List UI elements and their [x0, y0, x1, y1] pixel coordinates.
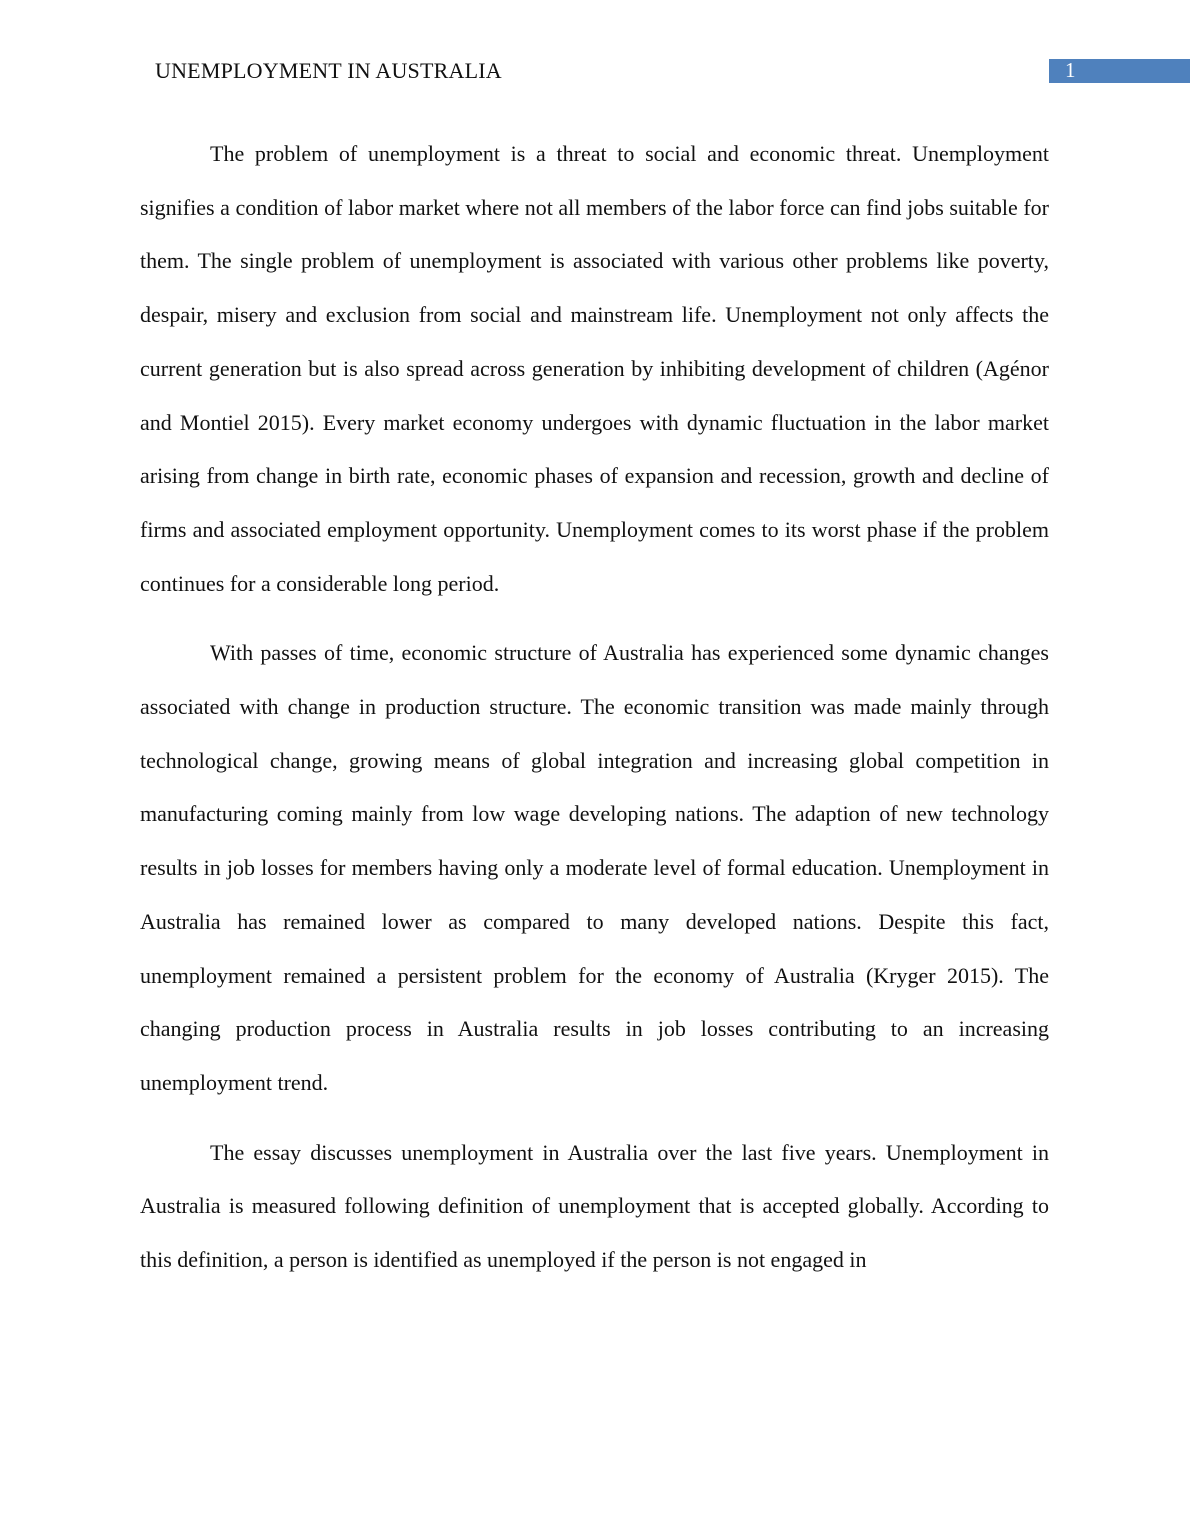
page-number-badge: [1049, 59, 1190, 83]
document-body: [140, 127, 1049, 1303]
page-number: 1: [1065, 58, 1076, 82]
paragraph-1: The problem of unemployment is a threat to social and economic threat. Unemployment signifies a condition of labor market where not all members of the labor force can find jobs suitable for them. The single problem of unemployment is associated with various other problems like poverty, despair, misery and exclusion from social and mainstream life. Unemployment not only affects the current generation but is also spread across generation by inhibiting development of children (Agénor and Montiel 2015). Every market economy undergoes with dynamic fluctuation in the labor market arising from change in birth rate, economic phases of expansion and recession, growth and decline of firms and associated employment opportunity. Unemployment comes to its worst phase if the problem continues for a considerable long period.: [140, 141, 1049, 596]
running-head-title: UNEMPLOYMENT IN AUSTRALIA: [155, 58, 502, 83]
paragraph-3: The essay discusses unemployment in Australia over the last five years. Unemployment in Australia is measured following definition of unemployment that is accepted globally. According to this definition, a person is identified as unemployed if the person is not engaged in: [140, 1139, 1049, 1273]
paragraph-2: With passes of time, economic structure of Australia has experienced some dynamic changes associated with change in production structure. The economic transition was made mainly through technological change, growing means of global integration and increasing global competition in manufacturing coming mainly from low wage developing nations. The adaption of new technology results in job losses for members having only a moderate level of formal education. Unemployment in Australia has remained lower as compared to many developed nations. Despite this fact, unemployment remained a persistent problem for the economy of Australia (Kryger 2015). The changing production process in Australia results in job losses contributing to an increasing unemployment trend.: [140, 640, 1049, 1095]
